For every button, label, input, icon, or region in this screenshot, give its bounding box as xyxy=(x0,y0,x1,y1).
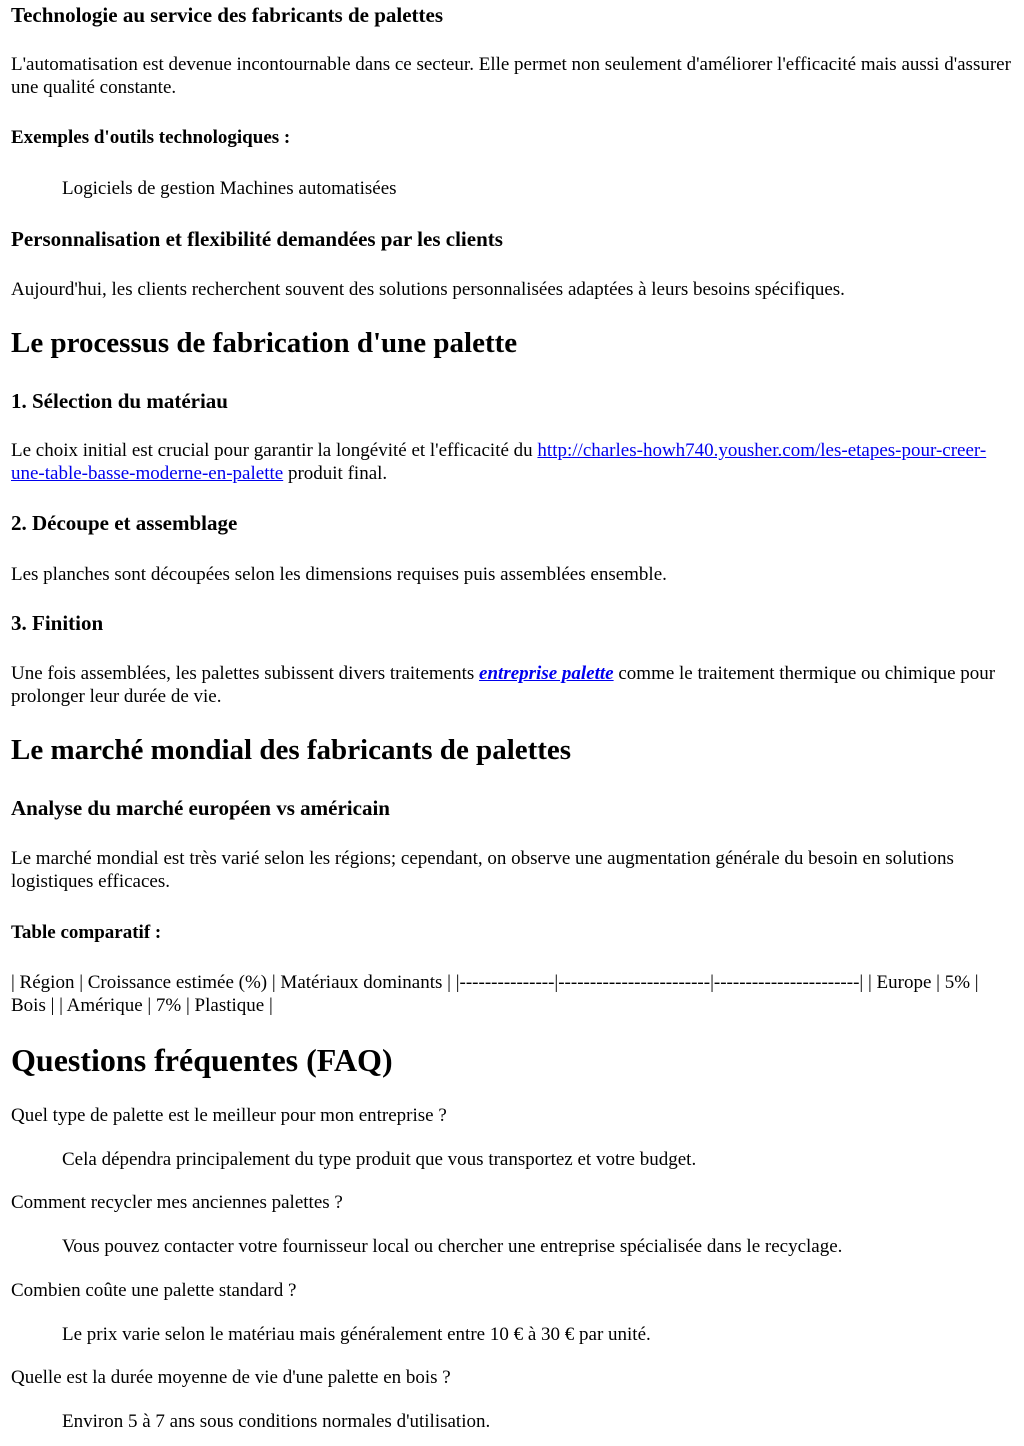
section-heading-market: Le marché mondial des fabricants de palettes xyxy=(11,734,572,766)
faq-answer: Le prix varie selon le matériau mais généralement entre 10 € à 30 € par unité. xyxy=(62,1324,651,1345)
step3-heading: 3. Finition xyxy=(11,611,104,635)
step3-paragraph xyxy=(11,662,1013,708)
faq-answer: Vous pouvez contacter votre fournisseur local ou chercher une entreprise spécialisée dans le recyclage. xyxy=(62,1236,843,1257)
faq-question: Combien coûte une palette standard ? xyxy=(11,1280,297,1301)
faq-question: Quelle est la durée moyenne de vie d'une palette en bois ? xyxy=(11,1367,451,1388)
section-heading-technology: Technologie au service des fabricants de palettes xyxy=(11,3,444,27)
step3-text-after: comme le traitement thermique ou chimique pour prolonger leur durée de vie. xyxy=(11,663,996,707)
section-heading-customization: Personnalisation et flexibilité demandées par les clients xyxy=(11,227,503,251)
step1-paragraph xyxy=(11,439,1013,485)
step1-text-before: Le choix initial est crucial pour garantir la longévité et l'efficacité du xyxy=(11,440,538,461)
entreprise-palette-link[interactable]: entreprise palette xyxy=(479,663,614,684)
technology-paragraph: L'automatisation est devenue incontournable dans ce secteur. Elle permet non seulement d'améliorer l'efficacité mais aussi d'assurer une qualité constante. xyxy=(11,54,1011,98)
material-link[interactable]: http://charles-howh740.yousher.com/les-etapes-pour-creer-une-table-basse-moderne-en-palette xyxy=(11,440,987,484)
section-heading-faq: Questions fréquentes (FAQ) xyxy=(11,1042,393,1078)
table-label: Table comparatif : xyxy=(11,922,162,943)
examples-list: Logiciels de gestion Machines automatisées xyxy=(62,178,397,199)
step1-heading: 1. Sélection du matériau xyxy=(11,389,228,413)
step1-text-after: produit final. xyxy=(283,463,388,484)
section-heading-process: Le processus de fabrication d'une palette xyxy=(11,327,518,359)
customization-paragraph: Aujourd'hui, les clients recherchent souvent des solutions personnalisées adaptées à leurs besoins spécifiques. xyxy=(11,279,845,300)
step3-text-before: Une fois assemblées, les palettes subissent divers traitements xyxy=(11,663,480,684)
step2-heading: 2. Découpe et assemblage xyxy=(11,511,238,535)
faq-answer: Environ 5 à 7 ans sous conditions normales d'utilisation. xyxy=(62,1411,491,1432)
comparison-table-raw: | Région | Croissance estimée (%) | Matériaux dominants | |---------------|------------------------|-----------------------| | Europe | 5% | Bois | | Amérique | 7% | Plastique | xyxy=(11,972,979,1016)
examples-label: Exemples d'outils technologiques : xyxy=(11,127,291,148)
faq-question: Quel type de palette est le meilleur pour mon entreprise ? xyxy=(11,1105,447,1126)
market-subheading: Analyse du marché européen vs américain xyxy=(11,796,390,820)
faq-question: Comment recycler mes anciennes palettes ? xyxy=(11,1192,343,1213)
faq-answer: Cela dépendra principalement du type produit que vous transportez et votre budget. xyxy=(62,1149,697,1170)
market-paragraph: Le marché mondial est très varié selon les régions; cependant, on observe une augmentation générale du besoin en solutions logistiques efficaces. xyxy=(11,848,954,892)
step2-paragraph: Les planches sont découpées selon les dimensions requises puis assemblées ensemble. xyxy=(11,564,667,585)
